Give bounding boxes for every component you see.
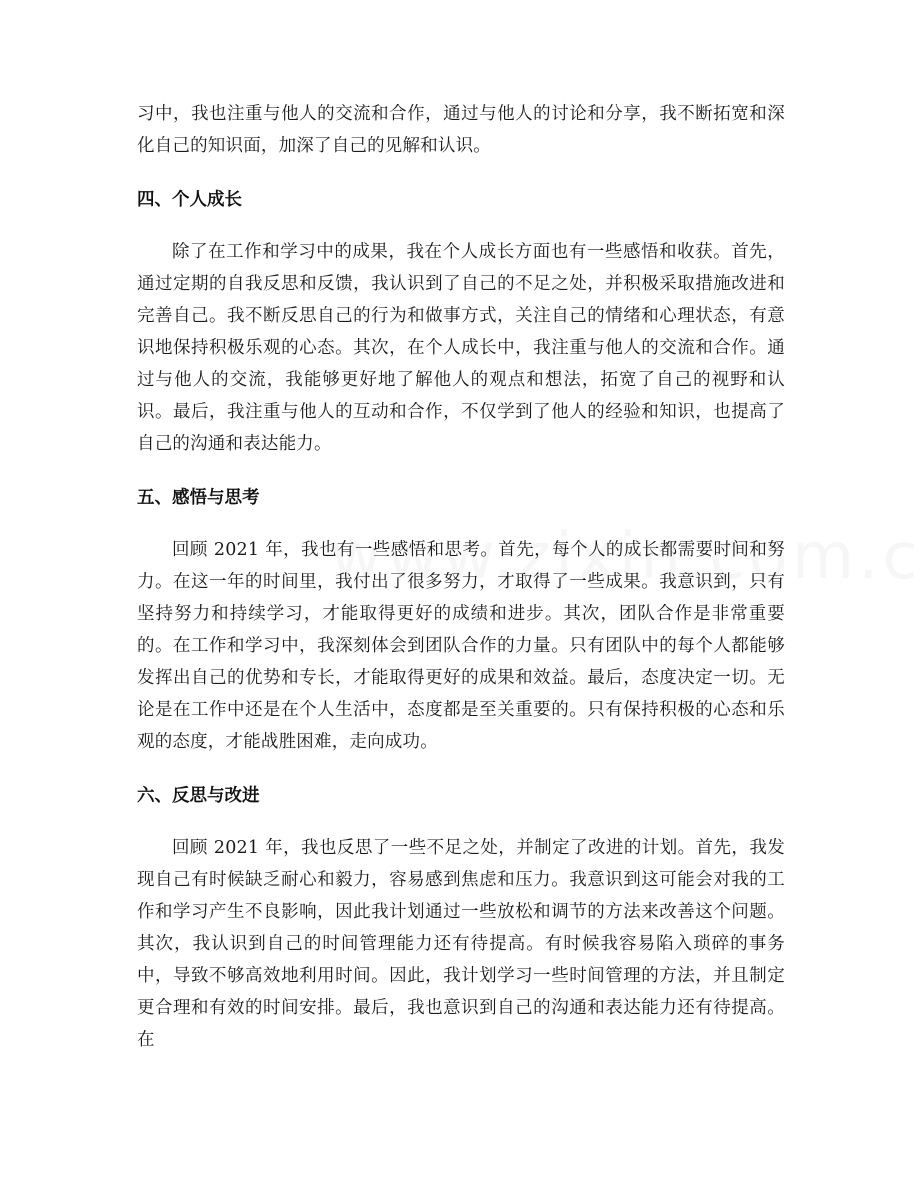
section-body-insights: 回顾 2021 年，我也有一些感悟和思考。首先，每个人的成长都需要时间和努力。在这一年的时间里，我付出了很多努力，才取得了一些成果。我意识到，只有坚持努力和持续学习，才能取得更好的成绩和进步。其次，团队合作是非常重要的。在工作和学习中，我深刻体会到团队合作的力量。只有团队中的每个人都能够发挥出自己的优势和专长，才能取得更好的成果和效益。最后，态度决定一切。无论是在工作中还是在个人生活中，态度都是至关重要的。只有保持积极的心态和乐观的态度，才能战胜困难，走向成功。 xyxy=(137,540,785,752)
document-page xyxy=(137,98,785,1056)
section-body-personal-growth: 除了在工作和学习中的成果，我在个人成长方面也有一些感悟和收获。首先，通过定期的自我反思和反馈，我认识到了自己的不足之处，并积极采取措施改进和完善自己。我不断反思自己的行为和做事方式，关注自己的情绪和心理状态，有意识地保持积极乐观的心态。其次，在个人成长中，我注重与他人的交流和合作。通过与他人的交流，我能够更好地了解他人的观点和想法，拓宽了自己的视野和认识。最后，我注重与他人的互动和合作，不仅学到了他人的经验和知识，也提高了自己的沟通和表达能力。 xyxy=(137,242,785,454)
section-heading-reflection: 六、反思与改进 xyxy=(137,786,260,806)
section-body-reflection: 回顾 2021 年，我也反思了一些不足之处，并制定了改进的计划。首先，我发现自己有时候缺乏耐心和毅力，容易感到焦虑和压力。我意识到这可能会对我的工作和学习产生不良影响，因此我计划通过一些放松和调节的方法来改善这个问题。其次，我认识到自己的时间管理能力还有待提高。有时候我容易陷入琐碎的事务中，导致不够高效地利用时间。因此，我计划学习一些时间管理的方法，并且制定更合理和有效的时间安排。最后，我也意识到自己的沟通和表达能力还有待提高。在 xyxy=(137,838,785,1050)
intro-paragraph: 习中，我也注重与他人的交流和合作，通过与他人的讨论和分享，我不断拓宽和深化自己的知识面，加深了自己的见解和认识。 xyxy=(137,104,785,156)
section-heading-insights: 五、感悟与思考 xyxy=(137,488,260,508)
section-heading-personal-growth: 四、个人成长 xyxy=(137,190,242,210)
